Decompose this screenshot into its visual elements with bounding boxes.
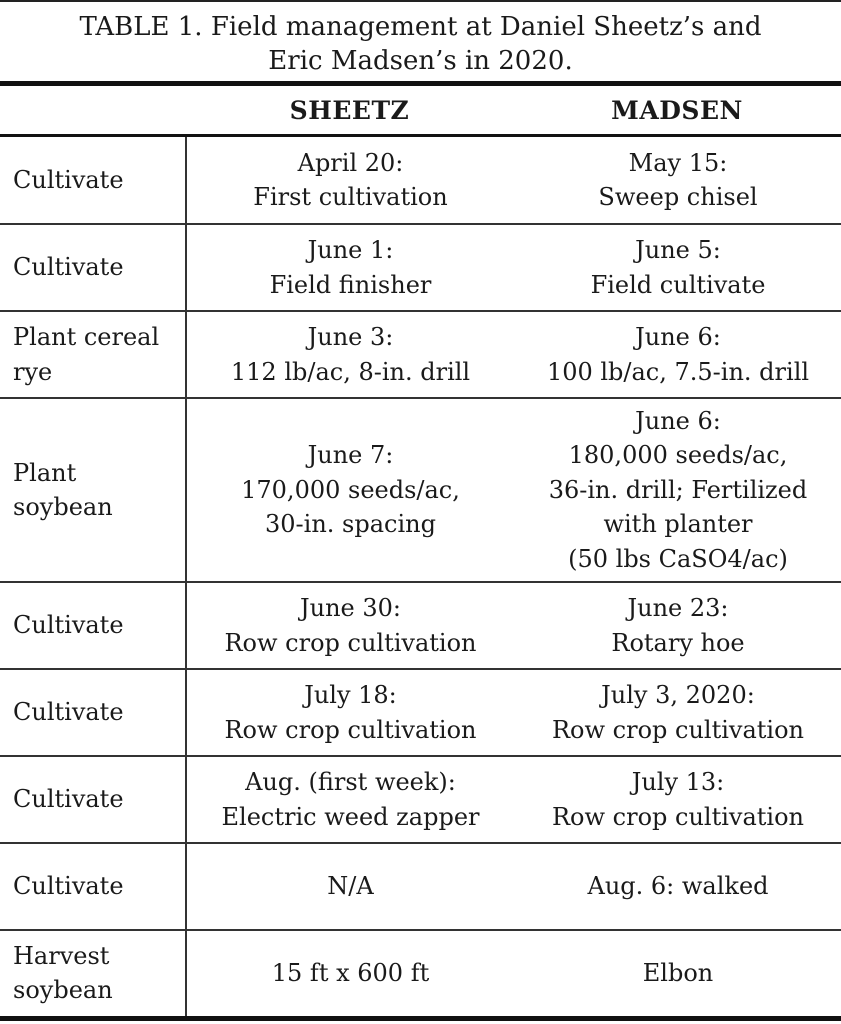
table-row — [0, 843, 841, 930]
madsen-cell-line: 180,000 seeds/ac, — [568, 441, 788, 470]
madsen-cell-line: 36-in. drill; Fertilized — [548, 475, 808, 504]
madsen-cell-line: July 13: — [631, 768, 725, 796]
madsen-cell-line: Field cultivate — [590, 270, 766, 299]
madsen-cell-line: Rotary hoe — [611, 628, 745, 657]
activity-cell-line: Cultivate — [13, 165, 124, 194]
sheetz-cell-line: July 18: — [304, 681, 397, 709]
activity-cell-line: rye — [13, 357, 53, 386]
madsen-cell-line: July 3, 2020: — [601, 681, 755, 709]
activity-cell-line: Harvest — [13, 941, 110, 970]
madsen-cell — [514, 756, 841, 843]
madsen-cell-line: May 15: — [628, 148, 728, 177]
sheetz-cell-line: April 20: — [297, 148, 404, 177]
sheetz-cell-line: 30-in. spacing — [265, 510, 436, 539]
activity-cell-line: Plant — [13, 458, 77, 487]
sheetz-cell-line: N/A — [327, 872, 374, 901]
activity-cell — [0, 398, 186, 582]
column-header-madsen: MADSEN — [611, 95, 743, 125]
sheetz-cell — [186, 137, 514, 224]
sheetz-cell-line: 170,000 seeds/ac, — [241, 475, 460, 504]
activity-cell-line: Cultivate — [13, 698, 124, 727]
sheetz-cell-line: June 1: — [307, 236, 394, 264]
table-body — [0, 137, 841, 1021]
column-header-activity — [0, 86, 186, 134]
activity-cell-line: Cultivate — [13, 611, 124, 640]
sheetz-cell-line: June 30: — [300, 594, 401, 622]
madsen-cell — [514, 843, 841, 930]
sheetz-cell-line: First cultivation — [253, 183, 448, 211]
madsen-cell-line: June 5: — [635, 236, 721, 264]
sheetz-cell-line: Aug. (first week): — [245, 768, 456, 796]
madsen-cell — [514, 930, 841, 1018]
activity-cell — [0, 582, 186, 669]
madsen-cell-line: (50 lbs CaSO4/ac) — [568, 544, 788, 573]
activity-cell — [0, 311, 186, 398]
sheetz-cell — [186, 930, 514, 1018]
sheetz-cell — [186, 843, 514, 930]
madsen-cell — [514, 398, 841, 582]
madsen-cell — [514, 137, 841, 224]
sheetz-cell-line: Row crop cultivation — [224, 715, 477, 744]
table-row — [0, 669, 841, 756]
activity-cell — [0, 669, 186, 756]
column-header-row — [0, 86, 841, 137]
table-row — [0, 930, 841, 1018]
activity-cell — [0, 756, 186, 843]
table-row — [0, 137, 841, 224]
table-row — [0, 398, 841, 582]
table-title-line-1: TABLE 1. Field management at Daniel Sheetz’s and — [79, 11, 762, 42]
sheetz-cell — [186, 756, 514, 843]
activity-cell-line: Plant cereal — [13, 323, 160, 351]
madsen-cell-line: Aug. 6: walked — [587, 872, 769, 901]
sheetz-cell-line: 15 ft x 600 ft — [271, 959, 430, 987]
madsen-cell-line: 100 lb/ac, 7.5-in. drill — [546, 357, 810, 386]
sheetz-cell-line: Electric weed zapper — [221, 802, 480, 831]
sheetz-cell-line: Row crop cultivation — [224, 628, 477, 657]
madsen-cell-line: with planter — [603, 510, 753, 539]
table-title-line-2: Eric Madsen’s in 2020. — [268, 45, 573, 76]
activity-cell-line: soybean — [13, 493, 113, 521]
table-row — [0, 311, 841, 398]
activity-cell — [0, 843, 186, 930]
madsen-cell — [514, 311, 841, 398]
activity-cell-line: Cultivate — [13, 872, 124, 901]
sheetz-cell-line: 112 lb/ac, 8-in. drill — [230, 357, 471, 386]
madsen-cell-line: Elbon — [642, 959, 714, 987]
madsen-cell-line: Row crop cultivation — [551, 715, 805, 744]
madsen-cell-line: Sweep chisel — [598, 183, 758, 211]
sheetz-cell — [186, 669, 514, 756]
table-row — [0, 582, 841, 669]
table-row — [0, 224, 841, 311]
sheetz-cell — [186, 398, 514, 582]
sheetz-cell — [186, 311, 514, 398]
column-header-sheetz: SHEETZ — [289, 95, 410, 125]
sheetz-cell — [186, 582, 514, 669]
activity-cell — [0, 224, 186, 311]
sheetz-cell-line: June 3: — [307, 323, 394, 351]
madsen-cell — [514, 582, 841, 669]
sheetz-cell-line: Field finisher — [269, 270, 432, 299]
table-title — [0, 0, 841, 86]
activity-cell-line: soybean — [13, 976, 113, 1005]
madsen-cell-line: Row crop cultivation — [551, 802, 805, 831]
activity-cell — [0, 930, 186, 1018]
madsen-cell-line: June 23: — [627, 594, 729, 622]
sheetz-cell-line: June 7: — [307, 441, 394, 470]
activity-cell-line: Cultivate — [13, 785, 124, 814]
madsen-cell — [514, 224, 841, 311]
activity-cell-line: Cultivate — [13, 253, 124, 282]
madsen-cell — [514, 669, 841, 756]
madsen-cell-line: June 6: — [635, 323, 721, 351]
sheetz-cell — [186, 224, 514, 311]
madsen-cell-line: June 6: — [635, 406, 721, 435]
table-row — [0, 756, 841, 843]
activity-cell — [0, 137, 186, 224]
